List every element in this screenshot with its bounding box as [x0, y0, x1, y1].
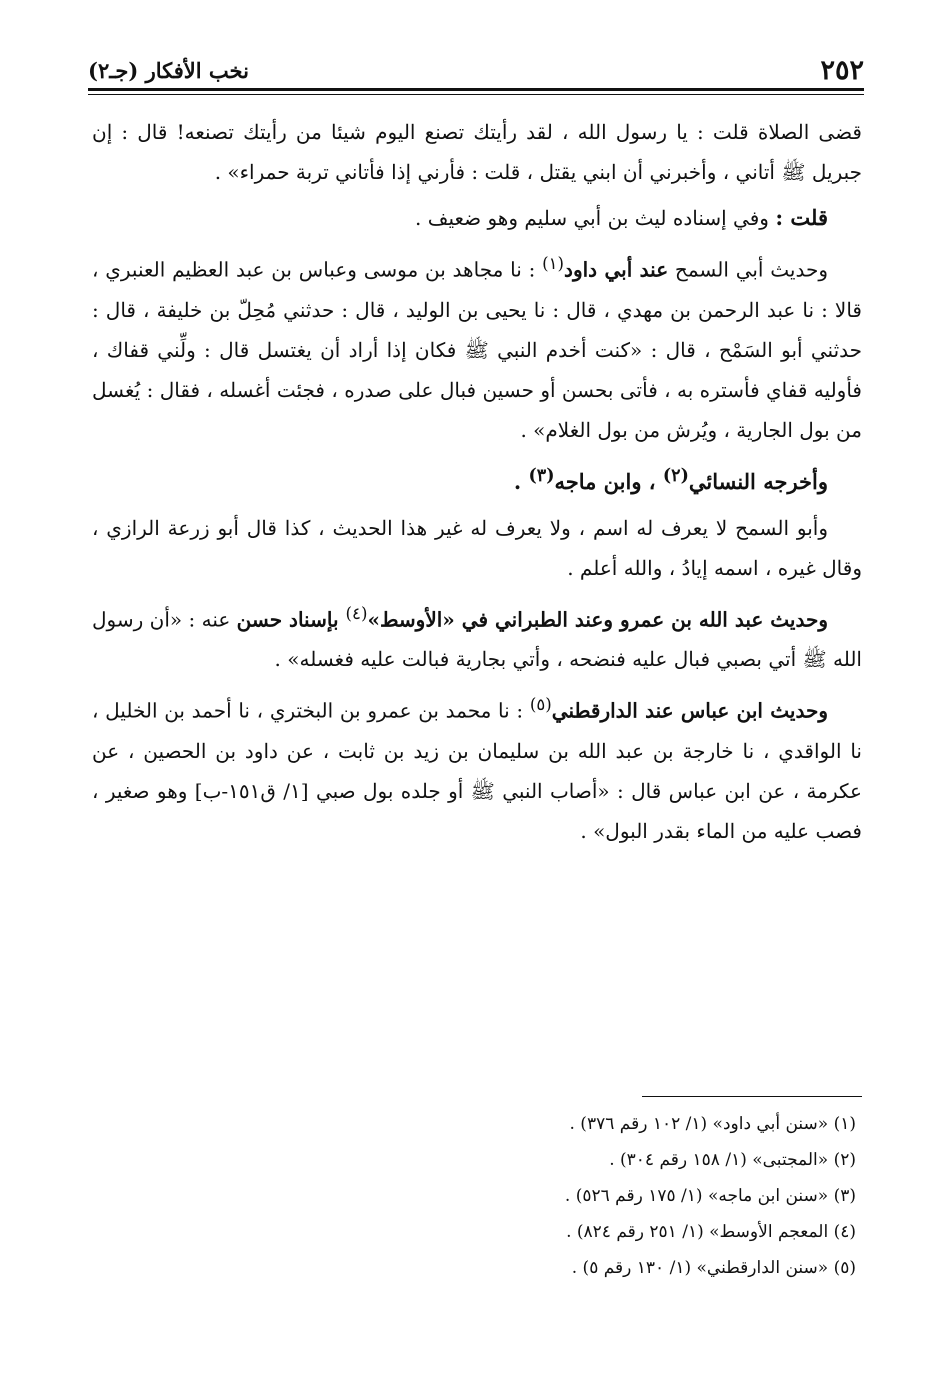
paragraph-3-lead: وحديث أبي السمح	[668, 257, 828, 282]
paragraph-6-text: عنه : «أن رسول الله ﷺ أتي بصبي فبال عليه فنضحه ، وأتي بجارية فبالت عليه فغسله» .	[92, 607, 862, 672]
paragraph-3-source: عند أبي داود	[564, 257, 669, 282]
paragraph-7	[92, 685, 862, 851]
paragraph-2-lead: قلت :	[775, 205, 828, 230]
paragraph-6	[92, 594, 862, 680]
paragraph-6-heading: وحديث عبد الله بن عمرو وعند الطبراني في «الأوسط»	[367, 607, 828, 632]
paragraph-3	[92, 244, 862, 450]
paragraph-4	[92, 456, 862, 502]
footnote-ref-3: (٣)	[528, 465, 555, 486]
paragraph-7-heading: وحديث ابن عباس عند الدارقطني	[551, 698, 829, 723]
running-title: نخب الأفكار (جـ٢)	[88, 57, 249, 83]
paragraph-4-a: وأخرجه النسائي	[688, 468, 828, 494]
footnote-4: (٤) المعجم الأوسط» (١/ ٢٥١ رقم ٨٢٤) .	[566, 1222, 856, 1242]
header-rule-thick	[88, 88, 864, 91]
footnote-1: (١) «سنن أبي داود» (١/ ١٠٢ رقم ٣٧٦) .	[569, 1114, 856, 1134]
footnote-ref-4: (٤)	[345, 603, 368, 623]
paragraph-3-text: : نا مجاهد بن موسى وعباس بن عبد العظيم العنبري ، قالا : نا عبد الرحمن بن مهدي ، قال : نا يحيى بن الوليد ، قال : حدثني مُحِلّ بن خليفة ، قال : حدثني أبو السَمْح ، قال : «كنت أخدم النبي ﷺ فكان إذا أراد أن يغتسل قال : ولِّني قفاك ، فأوليه قفاي فأستره به ، فأتى بحسن أو حسين فبال على صدره ، فجئت أغسله ، فقال : يُغسل من بول الجارية ، ويُرش من بول الغلام» .	[92, 257, 862, 442]
paragraph-7-text: : نا محمد بن عمرو بن البختري ، نا أحمد بن الخليل ، نا الواقدي ، نا خارجة بن عبد الله بن سليمان بن زيد بن ثابت ، عن داود بن الحصين ، عن عكرمة ، عن ابن عباس قال : «أصاب النبي ﷺ أو جلده بول صبي [١/ ق١٥١-ب] وهو صغير ، فصب عليه من الماء بقدر البول» .	[92, 698, 862, 843]
page-number: ٢٥٢	[820, 54, 864, 86]
footnote-ref-5: (٥)	[529, 695, 552, 715]
page-header	[88, 50, 864, 90]
footnote-3: (٣) «سنن ابن ماجه» (١/ ١٧٥ رقم ٥٢٦) .	[564, 1186, 856, 1206]
footnote-separator	[642, 1096, 862, 1097]
paragraph-2	[92, 198, 862, 238]
paragraph-4-end: .	[513, 468, 529, 494]
body-text	[92, 112, 862, 857]
footnotes	[92, 1106, 862, 1286]
paragraph-5: وأبو السمح لا يعرف له اسم ، ولا يعرف له غير هذا الحديث ، كذا قال أبو زرعة الرازي ، وقال غيره ، اسمه إيادُ ، والله أعلم .	[92, 515, 862, 580]
footnote-ref-1: (١)	[542, 254, 565, 273]
paragraph-2-text: وفي إسناده ليث بن أبي سليم وهو ضعيف .	[415, 206, 776, 230]
header-rule-thin	[88, 94, 864, 95]
paragraph-4-b: ، وابن ماجه	[554, 468, 663, 494]
footnote-5: (٥) «سنن الدارقطني» (١/ ١٣٠ رقم ٥) .	[571, 1258, 856, 1278]
footnote-2: (٢) «المجتبى» (١/ ١٥٨ رقم ٣٠٤) .	[609, 1150, 856, 1170]
paragraph-1: قضى الصلاة قلت : يا رسول الله ، لقد رأيتك تصنع اليوم شيئا من رأيتك تصنعه! قال : إن جبريل ﷺ أتاني ، وأخبرني أن ابني يقتل ، قلت : فأرني إذا فأتاني تربة حمراء» .	[92, 120, 862, 184]
footnote-ref-2: (٢)	[662, 465, 689, 486]
paragraph-6-heading-2: بإسناد حسن	[236, 607, 346, 632]
